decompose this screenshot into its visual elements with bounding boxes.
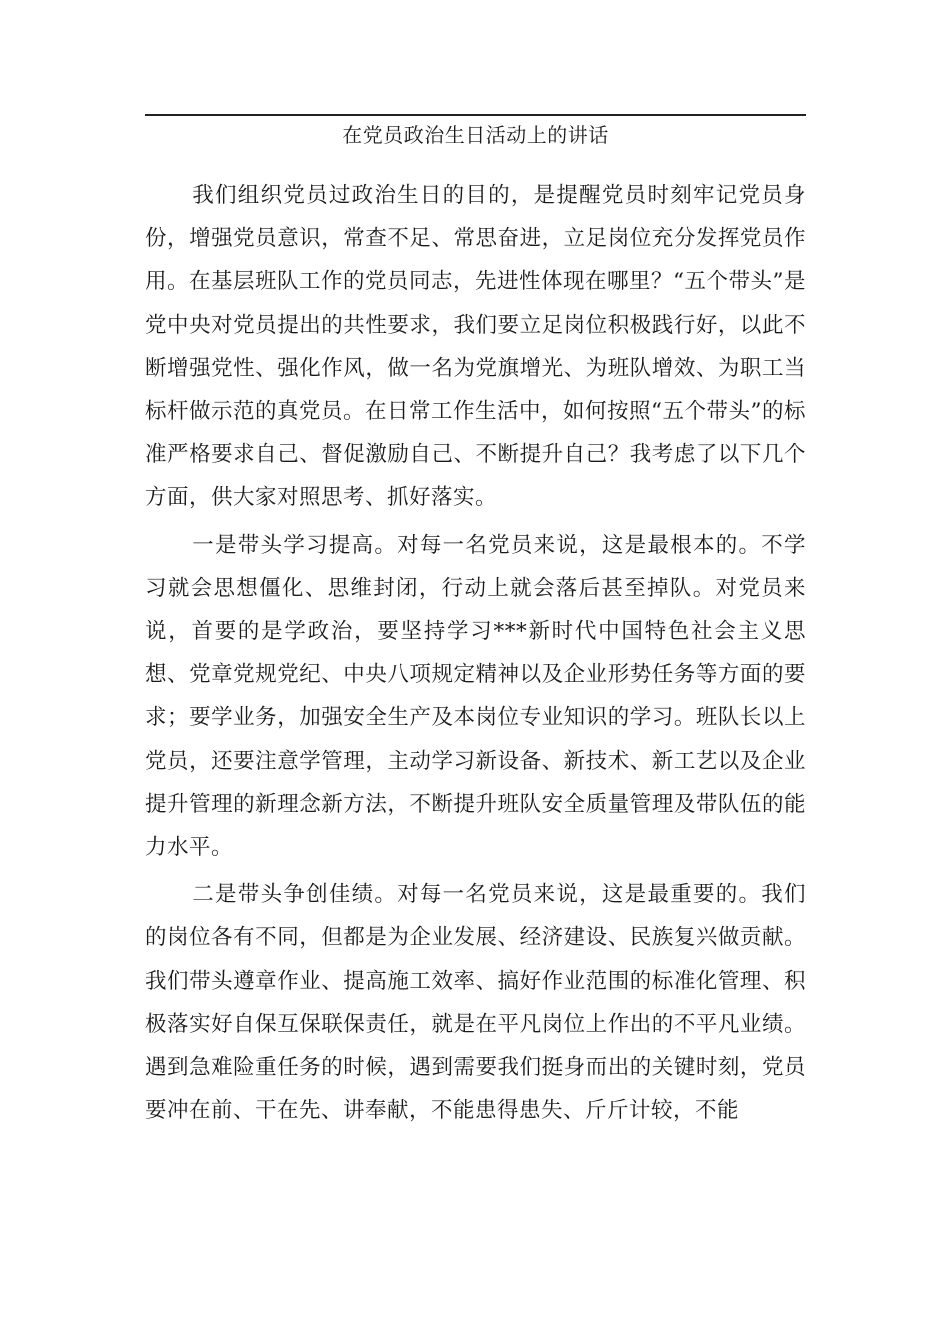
- paragraph-intro: 我们组织党员过政治生日的目的，是提醒党员时刻牢记党员身份，增强党员意识，常查不足、常思奋进，立足岗位充分发挥党员作用。在基层班队工作的党员同志，先进性体现在哪里？“五个带头”是党中央对党员提出的共性要求，我们要立足岗位积极践行好，以此不断增强党性、强化作风，做一名为党旗增光、为班队增效、为职工当标杆做示范的真党员。在日常工作生活中，如何按照“五个带头”的标准严格要求自己、督促激励自己、不断提升自己？我考虑了以下几个方面，供大家对照思考、抓好落实。: [145, 183, 806, 511]
- paragraph-study: 一是带头学习提高。对每一名党员来说，这是最根本的。不学习就会思想僵化、思维封闭，行动上就会落后甚至掉队。对党员来说，首要的是学政治，要坚持学习***新时代中国特色社会主义思想、党章党规党纪、中央八项规定精神以及企业形势任务等方面的要求；要学业务，加强安全生产及本岗位专业知识的学习。班队长以上党员，还要注意学管理，主动学习新设备、新技术、新工艺以及企业提升管理的新理念新方法，不断提升班队安全质量管理及带队伍的能力水平。: [145, 532, 806, 861]
- paragraph-achievement: 二是带头争创佳绩。对每一名党员来说，这是最重要的。我们的岗位各有不同，但都是为企业发展、经济建设、民族复兴做贡献。我们带头遵章作业、提高施工效率、搞好作业范围的标准化管理、积极落实好自保互保联保责任，就是在平凡岗位上作出的不平凡业绩。遇到急难险重任务的时候，遇到需要我们挺身而出的关键时刻，党员要冲在前、干在先、讲奉献，不能患得患失、斤斤计较，不能: [145, 882, 806, 1124]
- document-body: [145, 174, 806, 1132]
- document-title: 在党员政治生日活动上的讲话: [342, 123, 609, 147]
- header-rule: [145, 114, 806, 116]
